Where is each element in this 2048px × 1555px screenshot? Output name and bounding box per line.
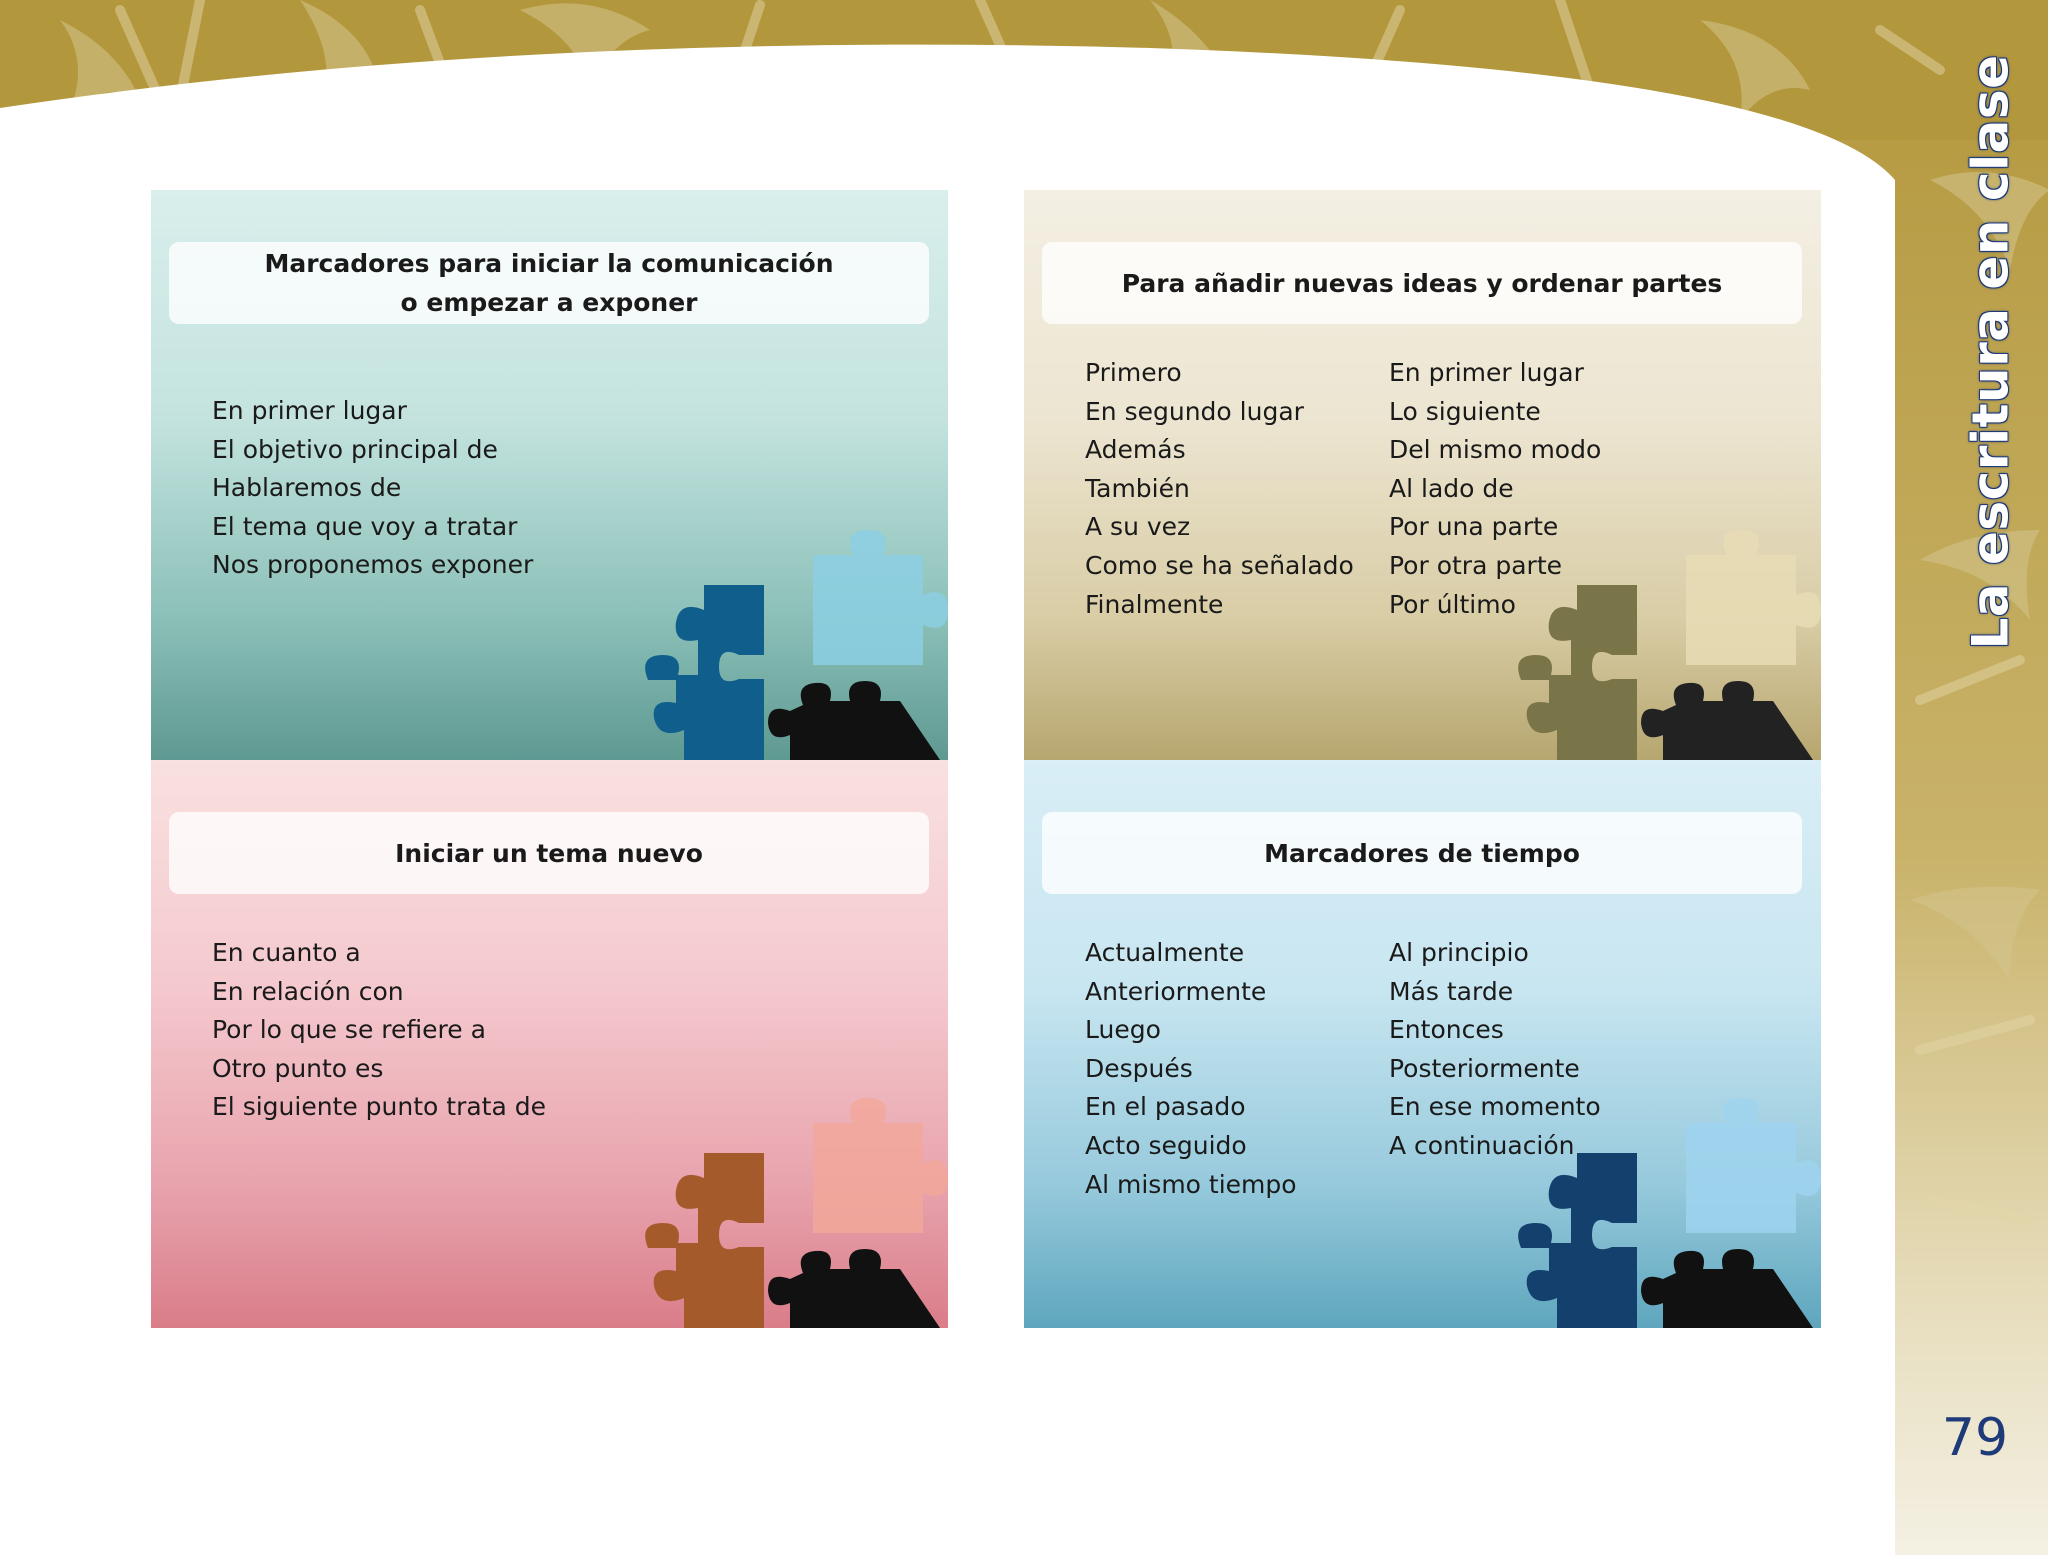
list-item: Más tarde bbox=[1389, 976, 1514, 1006]
list-item: Del mismo modo bbox=[1389, 435, 1602, 465]
panel-title-line-2: o empezar a exponer bbox=[400, 288, 698, 317]
puzzle-pieces-icon bbox=[1501, 530, 1821, 760]
list-item: A su vez bbox=[1085, 512, 1191, 542]
page-number: 79 bbox=[1941, 1408, 2009, 1468]
list-item: Después bbox=[1085, 1053, 1193, 1083]
section-title-vertical bbox=[1960, 54, 2022, 650]
panel-new-topic bbox=[151, 760, 948, 1328]
list-item: Por otra parte bbox=[1389, 550, 1562, 580]
list-item: En el pasado bbox=[1085, 1092, 1246, 1122]
list-item: Al principio bbox=[1389, 938, 1529, 967]
list-item: Lo siguiente bbox=[1389, 396, 1541, 426]
list-item: Al lado de bbox=[1389, 473, 1514, 503]
panel-title-banner bbox=[169, 812, 929, 894]
list-item: Luego bbox=[1085, 1015, 1161, 1045]
list-item: También bbox=[1085, 473, 1190, 503]
list-item: Hablaremos de bbox=[212, 473, 402, 503]
panel-time-markers bbox=[1024, 760, 1821, 1328]
marker-list-col1 bbox=[1085, 354, 1354, 624]
list-item: Acto seguido bbox=[1085, 1130, 1247, 1160]
list-item: En segundo lugar bbox=[1085, 396, 1304, 426]
list-item: Finalmente bbox=[1085, 589, 1224, 619]
list-item: A continuación bbox=[1389, 1130, 1575, 1160]
list-item: Entonces bbox=[1389, 1015, 1504, 1045]
list-item: Nos proponemos exponer bbox=[212, 550, 534, 580]
list-item: Como se ha señalado bbox=[1085, 550, 1354, 580]
list-item: Al mismo tiempo bbox=[1085, 1169, 1297, 1199]
panel-title-banner bbox=[169, 242, 929, 324]
panel-title-banner bbox=[1042, 242, 1802, 324]
list-item: En cuanto a bbox=[212, 938, 361, 967]
section-title-text: La escritura en clase bbox=[1962, 54, 2020, 650]
panel-add-ideas bbox=[1024, 190, 1821, 760]
list-item: Además bbox=[1085, 435, 1186, 465]
list-item: Por una parte bbox=[1389, 512, 1559, 542]
marker-list bbox=[212, 934, 546, 1127]
puzzle-pieces-icon bbox=[1501, 1098, 1821, 1328]
list-item: Por lo que se refiere a bbox=[212, 1015, 486, 1045]
puzzle-pieces-icon bbox=[628, 1098, 948, 1328]
panel-start-communication bbox=[151, 190, 948, 760]
panel-title-line-1: Para añadir nuevas ideas y ordenar partes bbox=[1121, 268, 1723, 298]
marker-list-col1 bbox=[1085, 934, 1297, 1204]
list-item: El siguiente punto trata de bbox=[212, 1092, 546, 1122]
list-item: Actualmente bbox=[1085, 938, 1245, 967]
puzzle-pieces-icon bbox=[628, 530, 948, 760]
list-item: Anteriormente bbox=[1085, 976, 1267, 1006]
list-item: En relación con bbox=[212, 976, 404, 1006]
marker-list bbox=[212, 392, 533, 585]
list-item: Posteriormente bbox=[1389, 1053, 1580, 1083]
list-item: Otro punto es bbox=[212, 1053, 384, 1083]
list-item: Por último bbox=[1389, 589, 1516, 619]
list-item: En ese momento bbox=[1389, 1092, 1601, 1122]
panel-title-line-1: Marcadores de tiempo bbox=[1264, 838, 1580, 868]
list-item: Primero bbox=[1085, 358, 1182, 387]
list-item: En primer lugar bbox=[1389, 358, 1584, 387]
list-item: En primer lugar bbox=[212, 396, 407, 425]
panel-title-line-1: Marcadores para iniciar la comunicación bbox=[264, 249, 834, 278]
panel-title-banner bbox=[1042, 812, 1802, 894]
list-item: El tema que voy a tratar bbox=[212, 511, 518, 541]
list-item: El objetivo principal de bbox=[212, 434, 498, 464]
panel-title-line-1: Iniciar un tema nuevo bbox=[395, 838, 703, 868]
